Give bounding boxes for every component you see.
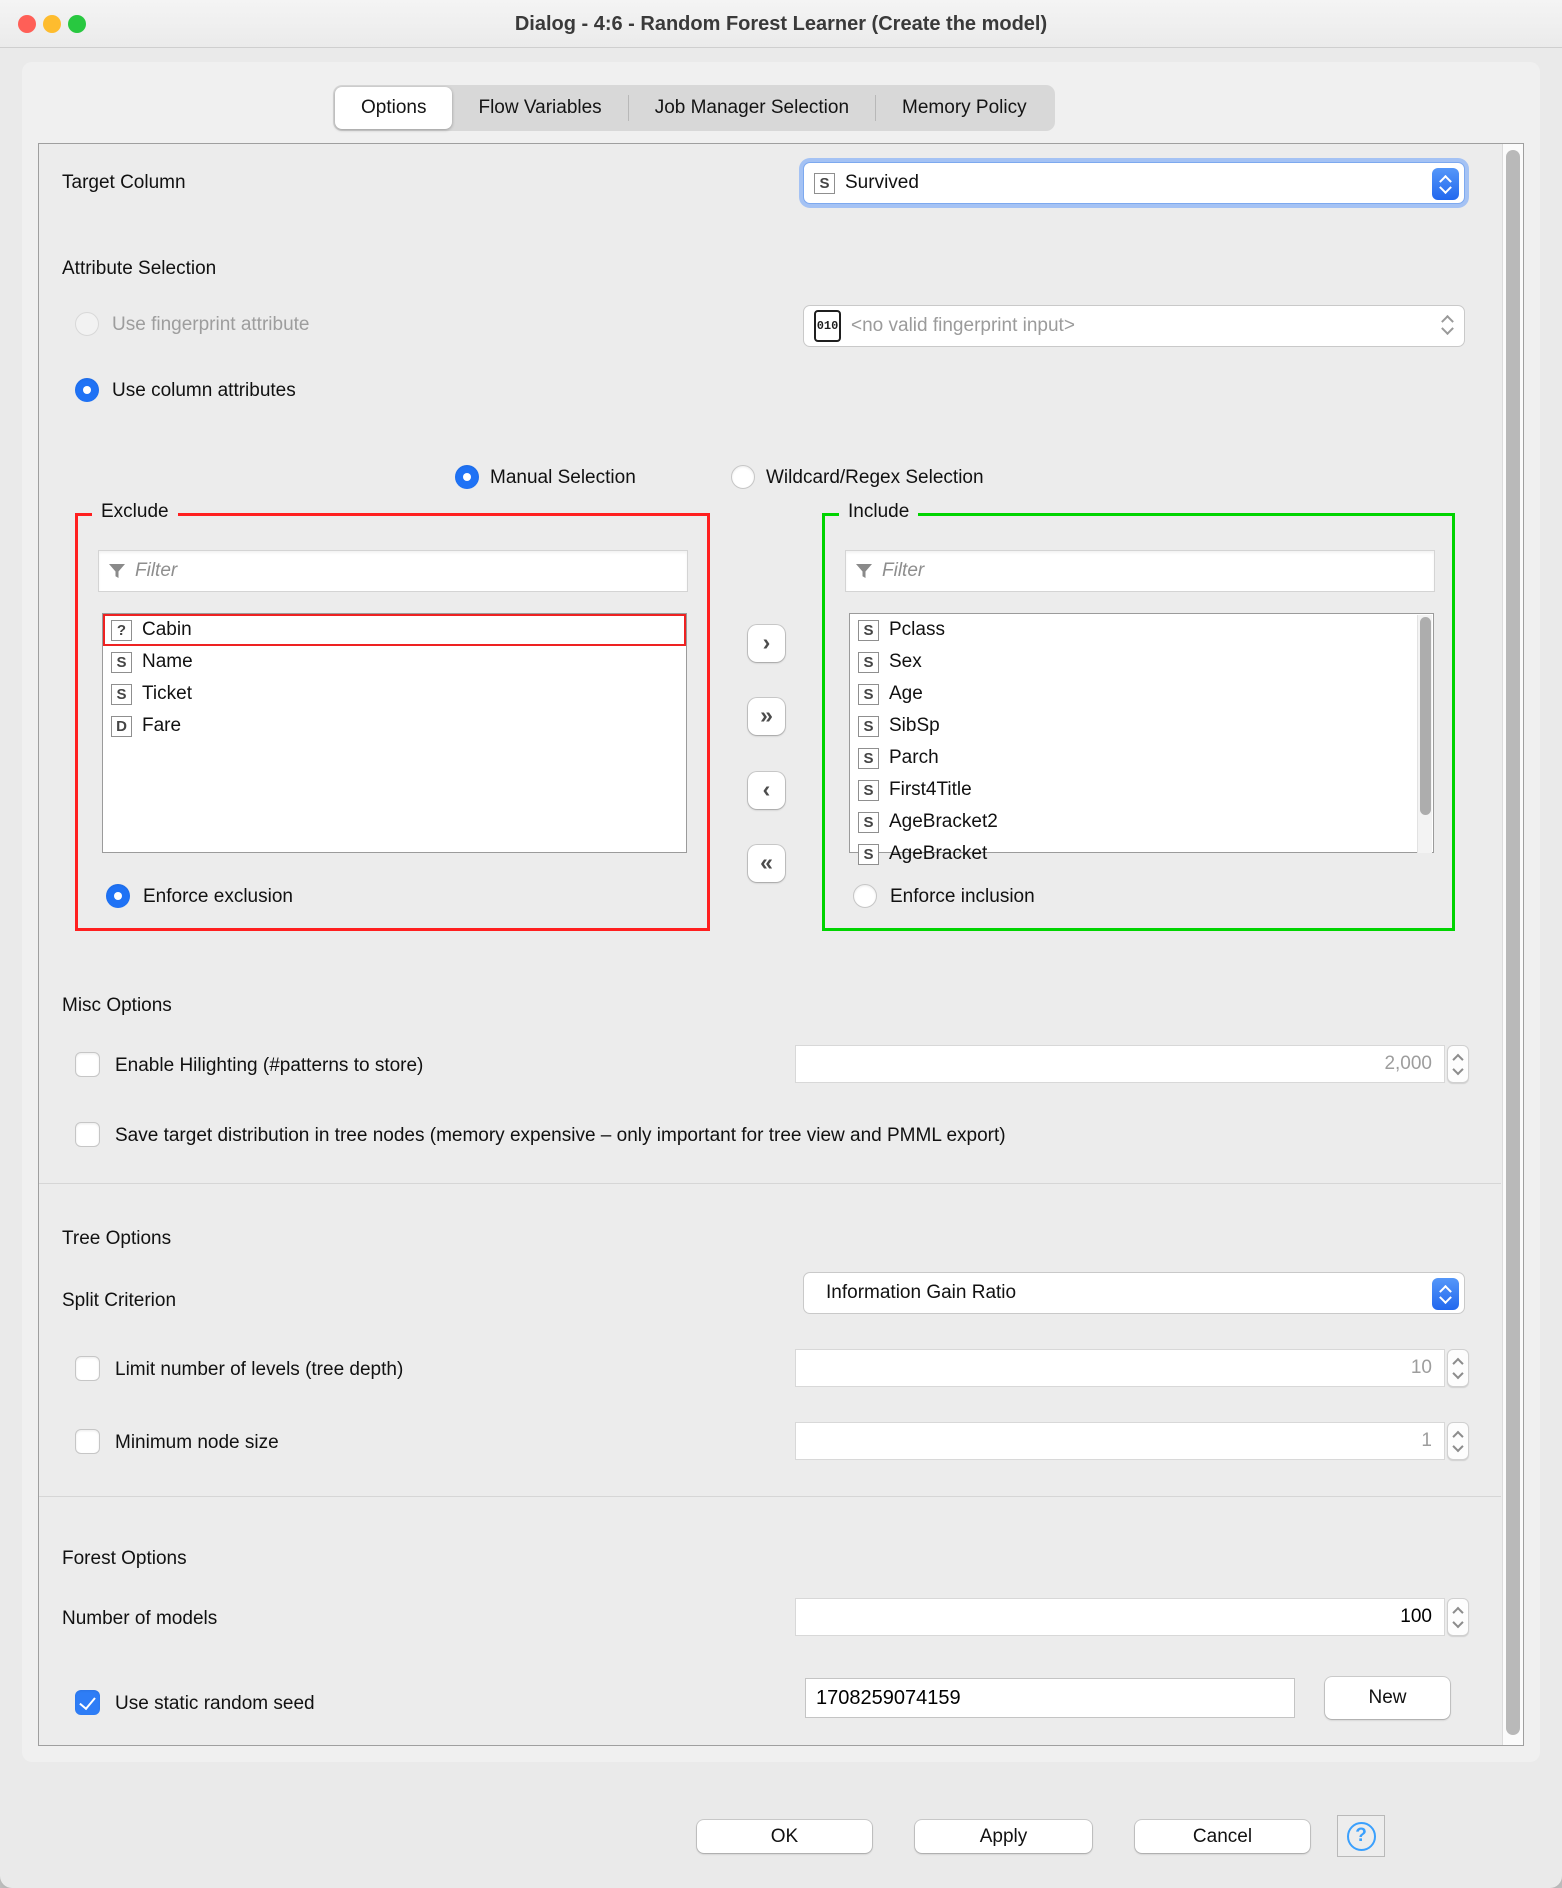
include-filter-input[interactable] xyxy=(882,560,1426,582)
panel-scrollbar[interactable] xyxy=(1502,144,1523,1745)
fingerprint-type-icon: 010 xyxy=(814,310,841,342)
string-type-icon: S xyxy=(858,716,879,737)
manual-selection-radio[interactable] xyxy=(455,465,479,489)
hilighting-count-stepper[interactable] xyxy=(1447,1045,1469,1083)
double-chevron-left-icon: « xyxy=(760,848,773,875)
include-filter-box xyxy=(845,550,1435,592)
wildcard-regex-radio[interactable] xyxy=(731,465,755,489)
minimum-node-size-stepper[interactable] xyxy=(1447,1422,1469,1460)
column-name: AgeBracket xyxy=(889,843,988,864)
use-column-attributes-radio[interactable] xyxy=(75,378,99,402)
column-name: Parch xyxy=(889,747,939,768)
number-of-models-stepper[interactable] xyxy=(1447,1598,1469,1636)
filter-funnel-icon xyxy=(854,561,874,581)
tab-options[interactable]: Options xyxy=(335,87,452,129)
section-divider xyxy=(39,1496,1501,1497)
list-item[interactable] xyxy=(103,710,686,742)
section-divider xyxy=(39,1183,1501,1184)
string-type-icon: S xyxy=(814,173,835,194)
help-question-icon: ? xyxy=(1347,1822,1376,1851)
column-name: Cabin xyxy=(142,619,192,640)
forest-options-heading: Forest Options xyxy=(62,1548,187,1569)
tab-job-manager-selection[interactable]: Job Manager Selection xyxy=(654,97,850,118)
include-list-scrollbar[interactable] xyxy=(1417,615,1432,853)
column-name: Pclass xyxy=(889,619,945,640)
list-item[interactable] xyxy=(850,710,1433,742)
list-item[interactable] xyxy=(103,614,686,646)
use-static-random-seed-label: Use static random seed xyxy=(115,1693,315,1714)
double-chevron-right-icon: » xyxy=(760,701,773,728)
tab-memory-policy[interactable]: Memory Policy xyxy=(902,97,1027,118)
column-name: AgeBracket2 xyxy=(889,811,998,832)
chevron-right-icon: › xyxy=(762,628,771,655)
string-type-icon: S xyxy=(858,780,879,801)
exclude-filter-box xyxy=(98,550,688,592)
enforce-inclusion-radio[interactable] xyxy=(853,884,877,908)
use-column-attributes-label: Use column attributes xyxy=(112,380,296,401)
exclude-group xyxy=(75,501,710,931)
enable-hilighting-label: Enable Hilighting (#patterns to store) xyxy=(115,1055,424,1076)
limit-levels-field[interactable] xyxy=(795,1349,1445,1387)
list-item[interactable] xyxy=(850,806,1433,838)
move-left-button[interactable] xyxy=(748,772,785,809)
attribute-selection-heading: Attribute Selection xyxy=(62,258,217,279)
use-fingerprint-radio[interactable] xyxy=(75,312,99,336)
target-column-value: Survived xyxy=(845,172,919,193)
number-of-models-label: Number of models xyxy=(62,1608,218,1629)
ok-button[interactable]: OK xyxy=(697,1820,872,1853)
apply-button[interactable]: Apply xyxy=(915,1820,1092,1853)
move-right-button[interactable] xyxy=(748,625,785,662)
limit-levels-stepper[interactable] xyxy=(1447,1349,1469,1387)
cancel-button[interactable]: Cancel xyxy=(1135,1820,1310,1853)
column-name: Name xyxy=(142,651,193,672)
include-group xyxy=(822,501,1455,931)
minimum-node-size-field[interactable] xyxy=(795,1422,1445,1460)
list-item[interactable] xyxy=(850,646,1433,678)
split-criterion-select[interactable] xyxy=(803,1272,1465,1314)
column-name: SibSp xyxy=(889,715,940,736)
manual-selection-label: Manual Selection xyxy=(490,467,636,488)
list-item[interactable] xyxy=(850,774,1433,806)
fingerprint-select[interactable] xyxy=(803,305,1465,347)
include-list[interactable] xyxy=(849,613,1434,864)
move-all-left-button[interactable] xyxy=(748,845,785,882)
random-seed-field[interactable] xyxy=(805,1678,1295,1718)
fingerprint-select-value: <no valid fingerprint input> xyxy=(851,315,1075,336)
string-type-icon: S xyxy=(111,652,132,673)
exclude-filter-input[interactable] xyxy=(135,560,679,582)
hilighting-count-field[interactable] xyxy=(795,1045,1445,1083)
help-button[interactable] xyxy=(1337,1815,1385,1857)
list-item[interactable] xyxy=(850,678,1433,710)
use-static-random-seed-checkbox[interactable] xyxy=(75,1690,100,1715)
string-type-icon: S xyxy=(858,812,879,833)
select-stepper-icon xyxy=(1432,168,1459,200)
minimum-node-size-label: Minimum node size xyxy=(115,1432,279,1453)
split-criterion-label: Split Criterion xyxy=(62,1290,177,1311)
limit-levels-checkbox[interactable] xyxy=(75,1356,100,1381)
use-fingerprint-label: Use fingerprint attribute xyxy=(112,314,310,335)
target-column-label: Target Column xyxy=(62,172,186,193)
string-type-icon: S xyxy=(858,844,879,865)
save-target-distribution-label: Save target distribution in tree nodes (memory expensive – only important for tree view and PMML export) xyxy=(115,1125,1006,1146)
chevron-left-icon: ‹ xyxy=(762,775,771,802)
tab-bar xyxy=(333,85,1055,131)
split-criterion-value: Information Gain Ratio xyxy=(826,1282,1017,1303)
exclude-title: Exclude xyxy=(92,501,178,523)
minimum-node-size-checkbox[interactable] xyxy=(75,1429,100,1454)
save-target-distribution-checkbox[interactable] xyxy=(75,1122,100,1147)
string-type-icon: S xyxy=(858,620,879,641)
filter-funnel-icon xyxy=(107,561,127,581)
titlebar xyxy=(0,0,1562,48)
list-item[interactable] xyxy=(850,614,1433,646)
number-of-models-field[interactable] xyxy=(795,1598,1445,1636)
enforce-exclusion-label: Enforce exclusion xyxy=(143,886,293,907)
string-type-icon: S xyxy=(858,748,879,769)
list-item[interactable] xyxy=(850,838,1433,870)
column-name: Age xyxy=(889,683,923,704)
string-type-icon: S xyxy=(858,652,879,673)
new-seed-button[interactable]: New xyxy=(1325,1677,1450,1719)
column-name: Sex xyxy=(889,651,922,672)
unknown-type-icon: ? xyxy=(111,620,132,641)
column-name: Fare xyxy=(142,715,182,736)
move-all-right-button[interactable] xyxy=(748,698,785,735)
enable-hilighting-checkbox[interactable] xyxy=(75,1052,100,1077)
select-chevrons-icon xyxy=(1443,314,1452,336)
column-name: First4Title xyxy=(889,779,972,800)
target-column-select[interactable] xyxy=(803,162,1465,204)
list-item[interactable] xyxy=(850,742,1433,774)
tree-options-heading: Tree Options xyxy=(62,1228,172,1249)
misc-options-heading: Misc Options xyxy=(62,995,172,1016)
limit-levels-label: Limit number of levels (tree depth) xyxy=(115,1359,404,1380)
list-item[interactable] xyxy=(103,678,686,710)
string-type-icon: S xyxy=(111,684,132,705)
wildcard-regex-label: Wildcard/Regex Selection xyxy=(766,467,984,488)
window-title: Dialog - 4:6 - Random Forest Learner (Create the model) xyxy=(514,13,1048,35)
exclude-list[interactable] xyxy=(102,613,687,853)
enforce-exclusion-radio[interactable] xyxy=(106,884,130,908)
column-name: Ticket xyxy=(142,683,192,704)
enforce-inclusion-label: Enforce inclusion xyxy=(890,886,1035,907)
string-type-icon: S xyxy=(858,684,879,705)
list-item[interactable] xyxy=(103,646,686,678)
tab-flow-variables[interactable]: Flow Variables xyxy=(478,97,602,118)
include-title: Include xyxy=(839,501,918,523)
select-stepper-icon xyxy=(1432,1278,1459,1310)
double-type-icon: D xyxy=(111,716,132,737)
